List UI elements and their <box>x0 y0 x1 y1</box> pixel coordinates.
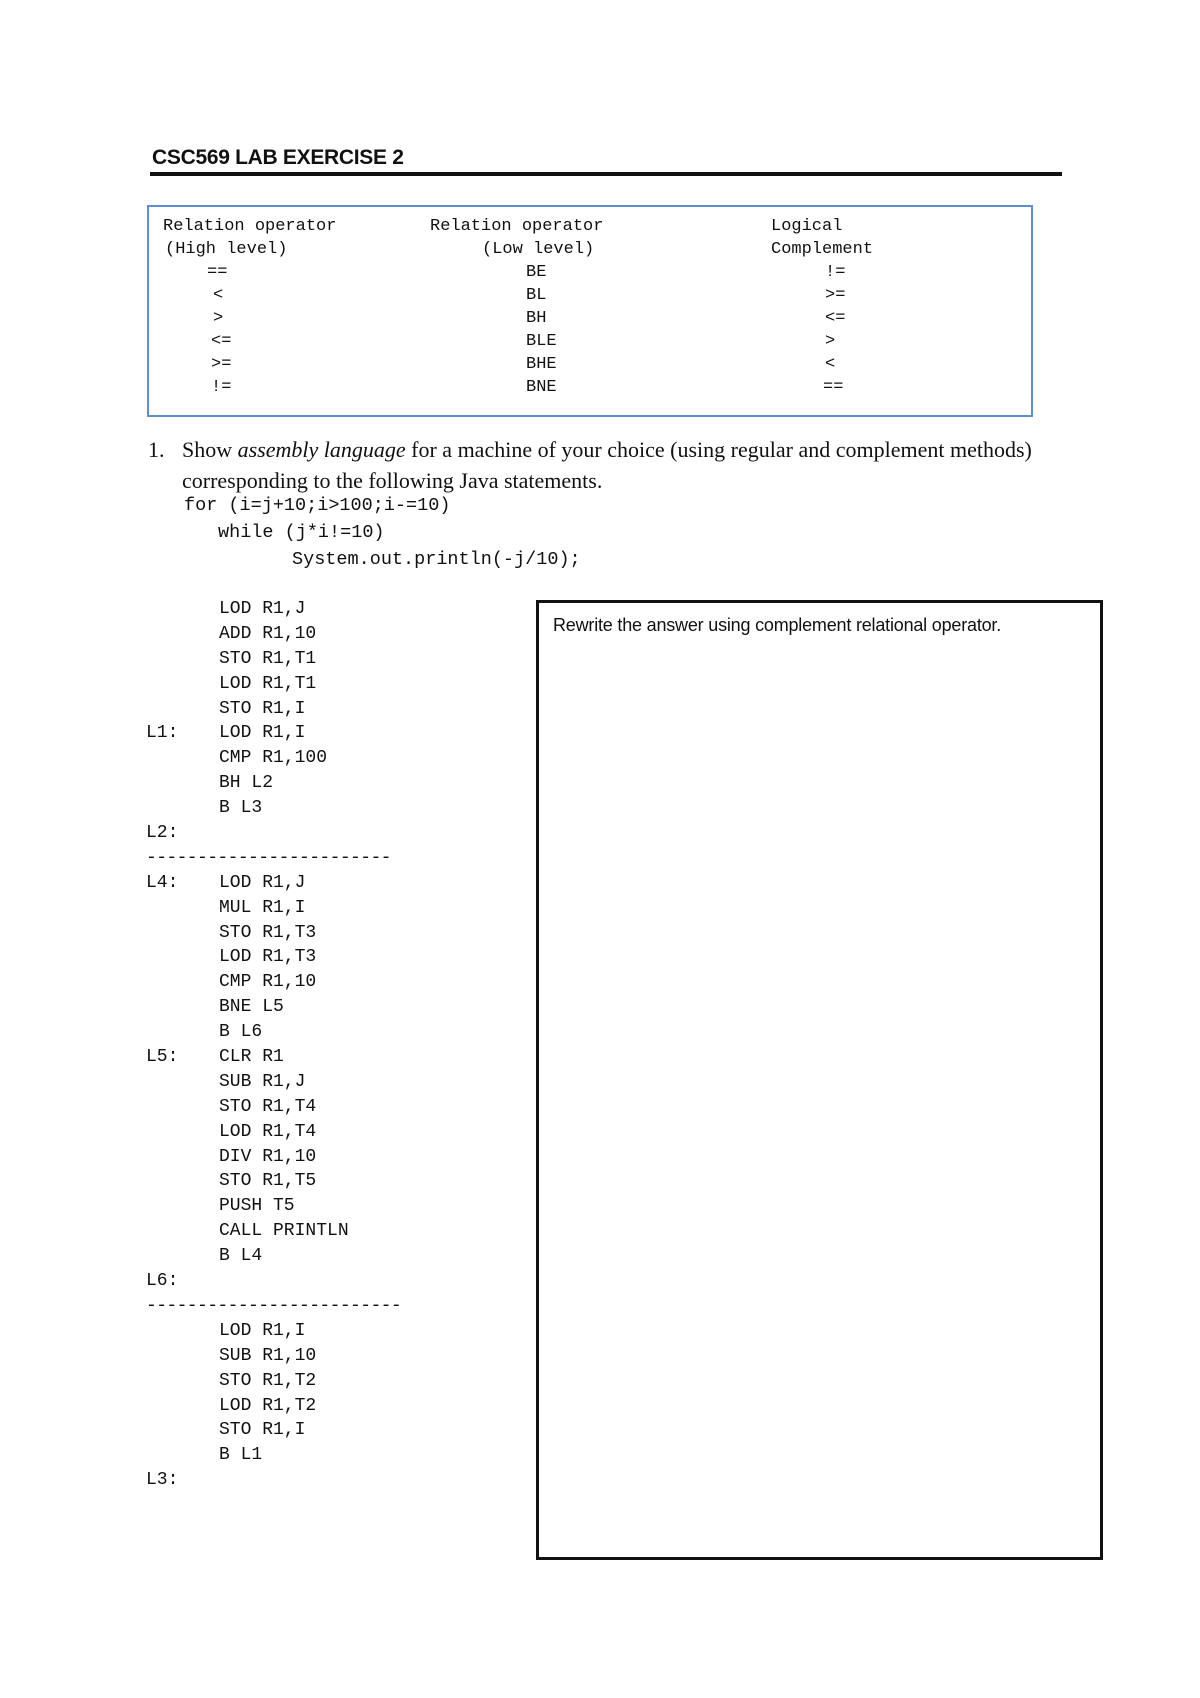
answer-box[interactable] <box>536 600 1103 1560</box>
operator-cell: > <box>825 332 836 351</box>
assembly-instruction: STO R1,T2 <box>219 1370 317 1391</box>
operator-cell: BE <box>526 263 547 282</box>
assembly-instruction: B L4 <box>219 1246 263 1267</box>
assembly-label: L3: <box>146 1470 179 1491</box>
operator-cell: BNE <box>526 378 557 397</box>
operator-cell: BHE <box>526 355 557 374</box>
operator-table <box>147 205 1033 417</box>
assembly-label: L5: <box>146 1047 179 1068</box>
question-text-part: for a machine of your choice (using regular and complement methods) corresponding to the following Java statements. <box>182 437 1032 493</box>
operator-column-low-level <box>430 215 603 399</box>
assembly-label: L2: <box>146 823 179 844</box>
operator-cell: <= <box>211 332 232 351</box>
column-subheader: Complement <box>771 240 874 259</box>
assembly-instruction: LOD R1,J <box>219 599 306 619</box>
assembly-instruction: STO R1,I <box>219 1420 306 1441</box>
operator-column-high-level <box>163 215 336 399</box>
assembly-label: L6: <box>146 1271 179 1292</box>
operator-cell: >= <box>825 286 846 305</box>
separator-dashes: ------------------------- <box>146 1295 402 1316</box>
operator-column-complement <box>771 215 873 399</box>
assembly-instruction: CALL PRINTLN <box>219 1221 349 1242</box>
assembly-instruction: SUB R1,J <box>219 1071 306 1092</box>
title-underline <box>150 172 1062 176</box>
column-header: Logical <box>771 217 843 236</box>
assembly-instruction: DIV R1,10 <box>219 1146 317 1167</box>
page-title: CSC569 LAB EXERCISE 2 <box>152 146 404 169</box>
assembly-instruction: SUB R1,10 <box>219 1345 317 1366</box>
assembly-instruction: LOD R1,I <box>219 723 306 744</box>
java-code-line: for (i=j+10;i>100;i-=10) <box>184 495 451 516</box>
column-subheader: (Low level) <box>482 240 595 259</box>
assembly-instruction: LOD R1,T3 <box>219 947 317 968</box>
question-number: 1. <box>148 437 165 462</box>
assembly-instruction: LOD R1,T2 <box>219 1395 317 1416</box>
operator-cell: == <box>207 263 228 282</box>
separator-dashes: ------------------------ <box>146 847 391 868</box>
question-text <box>182 434 1042 496</box>
assembly-instruction: MUL R1,I <box>219 897 306 918</box>
question-text-emphasis: assembly language <box>237 437 406 462</box>
operator-cell: BLE <box>526 332 557 351</box>
assembly-label: L1: <box>146 723 179 744</box>
assembly-instruction: ADD R1,10 <box>219 623 317 644</box>
operator-cell: != <box>211 378 232 397</box>
assembly-instruction: STO R1,T3 <box>219 922 317 943</box>
java-code-line: System.out.println(-j/10); <box>292 549 581 570</box>
assembly-instruction: STO R1,T4 <box>219 1096 317 1117</box>
column-header: Relation operator <box>163 217 337 236</box>
operator-cell: != <box>825 263 846 282</box>
assembly-instruction: BH L2 <box>219 773 274 794</box>
column-subheader: (High level) <box>165 240 288 259</box>
column-header: Relation operator <box>430 217 604 236</box>
assembly-instruction: LOD R1,I <box>219 1320 306 1341</box>
assembly-instruction: STO R1,I <box>219 698 306 719</box>
operator-cell: BL <box>526 286 547 305</box>
assembly-instruction: LOD R1,T1 <box>219 673 317 694</box>
assembly-label: L4: <box>146 872 179 893</box>
operator-cell: BH <box>526 309 547 328</box>
operator-cell: == <box>823 378 844 397</box>
assembly-instruction: B L3 <box>219 798 263 819</box>
assembly-instruction: CMP R1,10 <box>219 972 317 993</box>
assembly-instruction: LOD R1,J <box>219 872 306 893</box>
question-text-part: Show <box>182 437 238 462</box>
assembly-instruction: STO R1,T5 <box>219 1171 317 1192</box>
assembly-instruction: BNE L5 <box>219 997 284 1018</box>
assembly-instruction: LOD R1,T4 <box>219 1121 317 1142</box>
operator-cell: < <box>825 355 836 374</box>
assembly-instruction: STO R1,T1 <box>219 648 317 669</box>
assembly-instruction: PUSH T5 <box>219 1196 295 1217</box>
assembly-instruction: B L6 <box>219 1022 263 1043</box>
operator-cell: < <box>213 286 224 305</box>
java-code-line: while (j*i!=10) <box>218 522 385 543</box>
assembly-instruction: CMP R1,100 <box>219 748 328 769</box>
answer-prompt: Rewrite the answer using complement relational operator. <box>553 615 1002 635</box>
operator-cell: >= <box>211 355 232 374</box>
operator-cell: <= <box>825 309 846 328</box>
operator-cell: > <box>213 309 224 328</box>
assembly-instruction: CLR R1 <box>219 1047 284 1068</box>
assembly-instruction: B L1 <box>219 1445 263 1466</box>
